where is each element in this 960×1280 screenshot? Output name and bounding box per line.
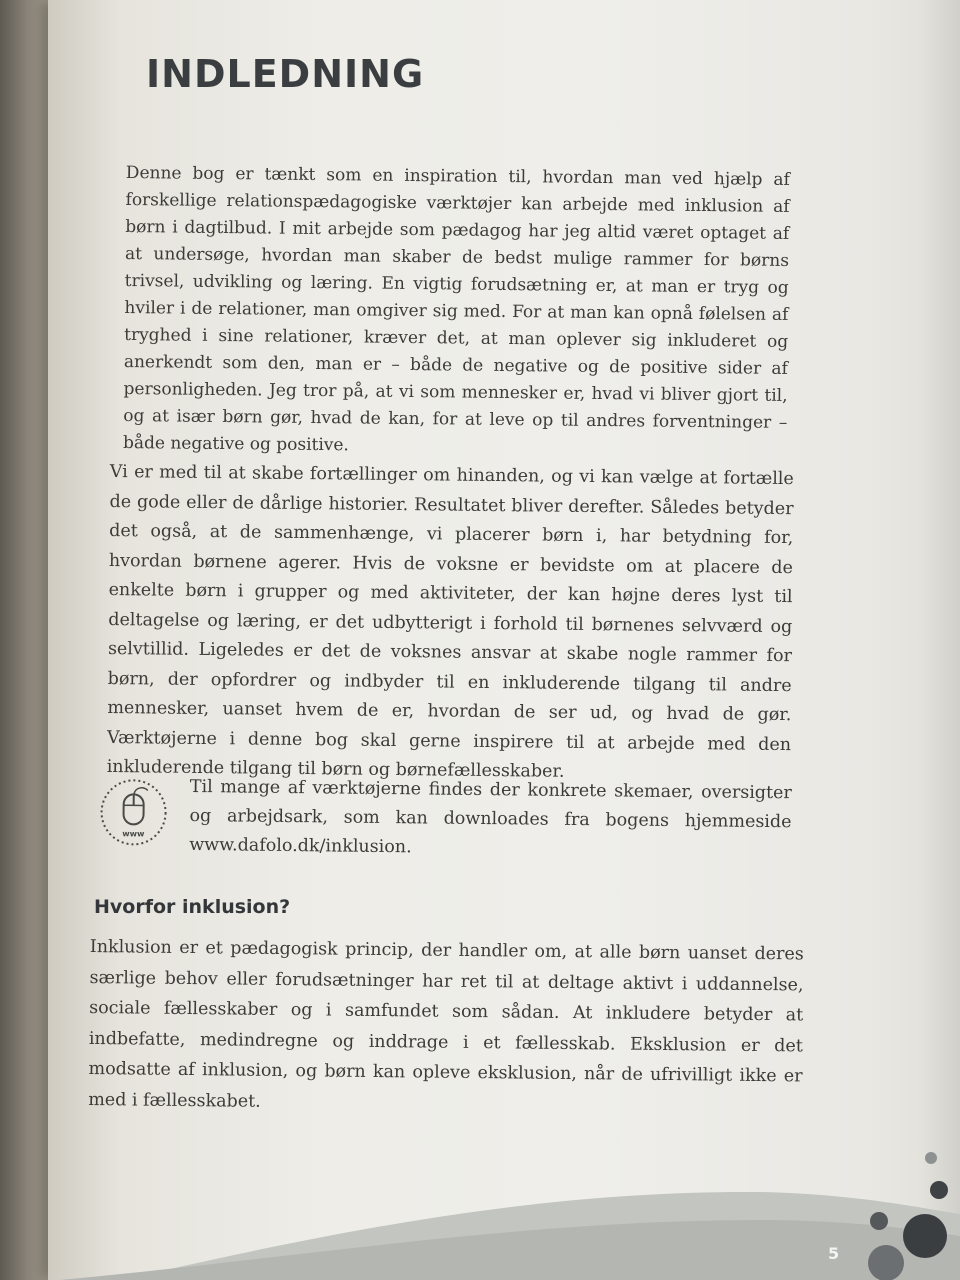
intro-paragraph-1: Denne bog er tænkt som en inspiration til, hvordan man ved hjælp af forskellige relationspædagogiske værktøjer kan arbejde med inklusion af børn i dagtilbud. I mit arbejde som pædagog har jeg altid været optaget af at undersøge, hvordan man skaber de bedst mulige rammer for børns trivsel, udvikling og læring. En vigtig forudsætning er, at man er tryg og hviler i de relationer, man omgiver sig med. For at man kan opnå følelsen af tryghed i sine relationer, kræver det, at man oplever sig inkluderet og anerkendt som den, man er – både de negative og de positive sider af personligheden. Jeg tror på, at vi som mennesker er, hvad vi bliver gjort til, og at især børn gør, hvad de kan, for at leve op til andres forventninger – både negative og positive.	[122, 162, 790, 456]
footer-dot	[870, 1212, 888, 1230]
page-edge-shadow	[920, 0, 960, 1280]
footer-dot	[868, 1245, 904, 1280]
footer-dot	[930, 1181, 948, 1199]
download-note	[97, 772, 808, 869]
section-heading: Hvorfor inklusion?	[94, 896, 291, 918]
www-icon-label: www	[122, 829, 145, 839]
footer-dot	[903, 1214, 947, 1258]
download-note-text: Til mange af værktøjerne findes der konkrete skemaer, oversigter og arbejdsark, som kan downloades fra bogens hjemmeside www.dafolo.dk/inklusion.	[189, 776, 792, 858]
chapter-title: INDLEDNING	[146, 52, 425, 96]
www-mouse-icon	[97, 776, 170, 849]
intro-paragraph-2: Vi er med til at skabe fortællinger om hinanden, og vi kan vælge at fortælle de gode eller de dårlige historier. Resultatet bliver derefter. Således betyder det også, at de sammenhænge, vi placerer børn i, har betydning for, hvordan børnene agerer. Hvis de voksne er bevidste om at placere de enkelte børn i grupper og med aktiviteter, der kan højne deres lyst til deltagelse og læring, er det udbytterigt i forhold til børnenes selvværd og selvtillid. Ligeledes er det de voksnes ansvar at skabe nogle rammer for børn, der opfordrer og indbyder til en inkluderende tilgang til andre mennesker, uanset hvem de er, hvordan de ser ud, og hvad de gør. Værktøjerne i denne bog skal gerne inspirere til at arbejde med den inkluderende tilgang til børn og børnefællesskaber.	[106, 461, 794, 782]
footer-decoration	[0, 1150, 960, 1280]
section-paragraph: Inklusion er et pædagogisk princip, der handler om, at alle børn uanset deres særlige behov eller forudsætninger har ret til at deltage aktivt i uddannelse, sociale fællesskaber og i samfundet som sådan. At inkludere betyder at indbefatte, medindregne og inddrage i et fællesskab. Eksklusion er det modsatte af inklusion, og børn kan opleve eksklusion, når de ufrivilligt ikke er med i fællesskabet.	[88, 936, 804, 1112]
footer-dot	[925, 1152, 937, 1164]
page-number: 5	[828, 1244, 840, 1263]
